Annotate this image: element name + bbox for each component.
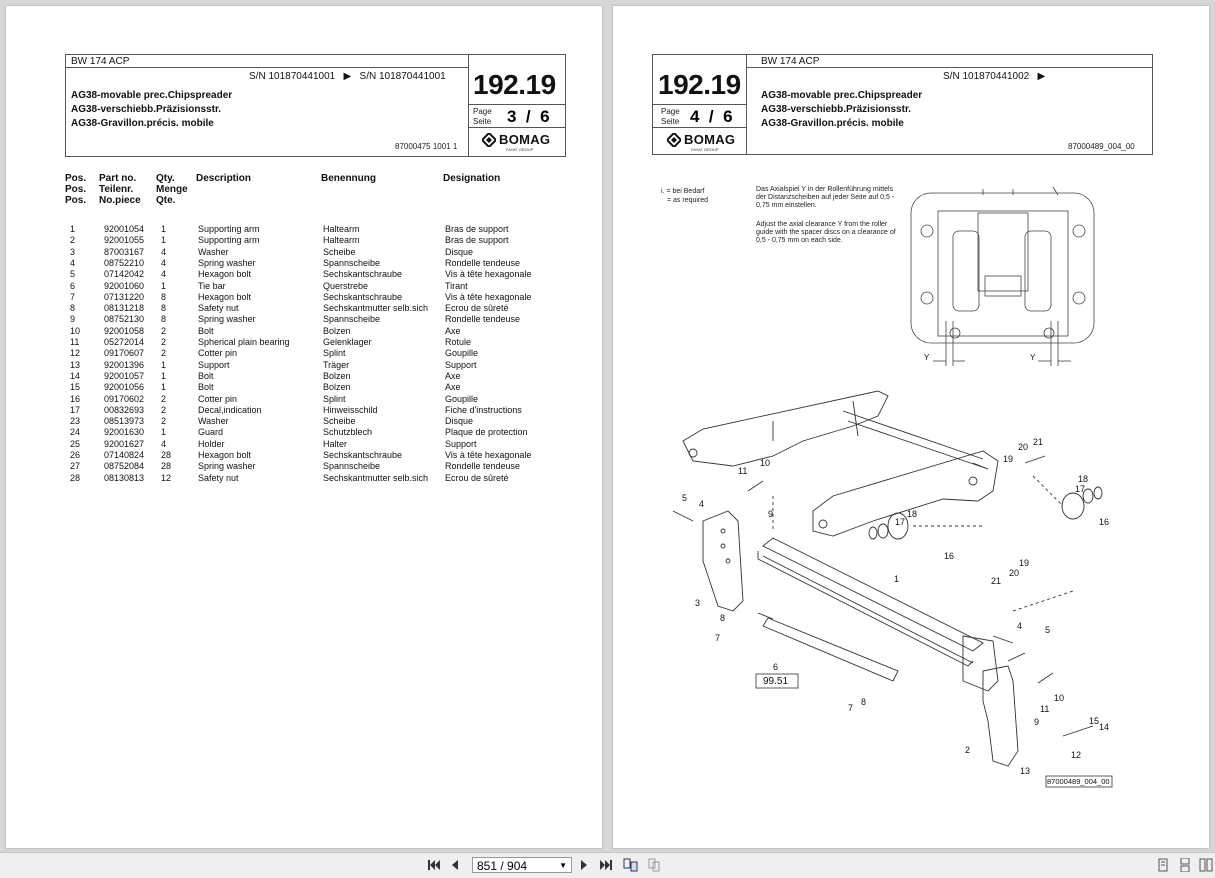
row-pos: 27 bbox=[70, 461, 81, 472]
dimension-y-left: Y bbox=[924, 353, 930, 362]
row-qty: 2 bbox=[161, 348, 167, 359]
col-designation: Designation bbox=[443, 173, 501, 184]
row-designation: Vis à tête hexagonale bbox=[445, 291, 532, 302]
row-benennung: Spannscheibe bbox=[323, 314, 381, 325]
row-description: Washer bbox=[198, 246, 229, 257]
row-designation: Axe bbox=[445, 325, 461, 336]
next-page-button[interactable] bbox=[579, 858, 589, 872]
logo-text: BOMAG bbox=[684, 132, 736, 147]
row-qty: 1 bbox=[161, 224, 167, 234]
row-pos: 6 bbox=[70, 280, 76, 291]
row-qty: 1 bbox=[161, 235, 167, 246]
row-pos: 24 bbox=[70, 427, 81, 438]
table-row bbox=[6, 348, 602, 359]
row-qty: 1 bbox=[161, 382, 167, 393]
table-row bbox=[6, 416, 602, 427]
table-row bbox=[6, 292, 602, 303]
callout-4: 4 bbox=[699, 499, 705, 509]
col-pos: Pos. Pos. Pos. bbox=[65, 173, 87, 206]
row-part-no: 92001057 bbox=[104, 370, 145, 381]
callout-5: 5 bbox=[1045, 625, 1051, 635]
page-facing-icon bbox=[1199, 858, 1213, 872]
row-benennung: Splint bbox=[323, 393, 346, 404]
row-benennung: Sechskantschraube bbox=[323, 269, 403, 280]
doc-number: 87000475 1001 1 bbox=[395, 142, 458, 151]
row-pos: 1 bbox=[70, 224, 76, 234]
row-qty: 4 bbox=[161, 246, 167, 257]
row-part-no: 07131220 bbox=[104, 291, 145, 302]
logo-sub: FAYAT GROUP bbox=[691, 147, 719, 152]
row-part-no: 92001396 bbox=[104, 359, 145, 370]
two-page-view-button[interactable] bbox=[623, 858, 639, 872]
row-designation: Support bbox=[445, 438, 477, 449]
row-part-no: 92001630 bbox=[104, 427, 145, 438]
document-page-right bbox=[613, 6, 1209, 848]
row-benennung: Träger bbox=[323, 359, 350, 370]
callout-18: 18 bbox=[1078, 474, 1089, 484]
col-part: Part no. Teilenr. No.piece bbox=[99, 173, 141, 206]
row-pos: 14 bbox=[70, 370, 81, 381]
callout-17: 17 bbox=[1075, 484, 1086, 494]
row-designation: Tirant bbox=[445, 280, 468, 291]
reference-box-label: 99.51 bbox=[763, 676, 789, 687]
row-part-no: 92001058 bbox=[104, 325, 145, 336]
row-description: Safety nut bbox=[198, 472, 239, 483]
table-row bbox=[6, 439, 602, 450]
row-pos: 17 bbox=[70, 404, 81, 415]
title-en: AG38-movable prec.Chipspreader bbox=[71, 90, 233, 101]
row-designation: Plaque de protection bbox=[445, 427, 528, 438]
row-description: Spring washer bbox=[198, 257, 256, 268]
callout-16: 16 bbox=[1099, 517, 1110, 527]
row-qty: 28 bbox=[161, 450, 172, 460]
table-row bbox=[6, 473, 602, 484]
row-benennung: Querstrebe bbox=[323, 280, 369, 291]
row-part-no: 08752130 bbox=[104, 314, 145, 325]
table-row bbox=[6, 371, 602, 382]
callout-9: 9 bbox=[1034, 717, 1040, 727]
page-number: 3 / 6 bbox=[507, 107, 550, 126]
title-de: AG38-verschiebb.Präzisionsstr. bbox=[761, 104, 912, 115]
legend-note-1: i. = bei Bedarf bbox=[661, 188, 705, 195]
row-qty: 8 bbox=[161, 314, 167, 325]
view-mode-facing-button[interactable] bbox=[1199, 858, 1213, 872]
row-part-no: 92001627 bbox=[104, 438, 145, 449]
callout-1: 1 bbox=[894, 574, 900, 584]
row-designation: Rondelle tendeuse bbox=[445, 257, 521, 268]
prev-page-icon bbox=[450, 858, 460, 872]
row-pos: 4 bbox=[70, 257, 76, 268]
row-pos: 23 bbox=[70, 416, 81, 427]
row-pos: 13 bbox=[70, 359, 81, 370]
title-de: AG38-verschiebb.Präzisionsstr. bbox=[71, 104, 222, 115]
table-row bbox=[6, 281, 602, 292]
row-qty: 1 bbox=[161, 427, 167, 438]
table-row bbox=[6, 360, 602, 371]
legend-note-2: = as required bbox=[667, 197, 709, 204]
row-qty: 4 bbox=[161, 257, 167, 268]
table-row bbox=[6, 326, 602, 337]
table-row bbox=[6, 224, 602, 235]
row-qty: 1 bbox=[161, 370, 167, 381]
table-row bbox=[6, 337, 602, 348]
callout-10: 10 bbox=[760, 458, 771, 468]
row-qty: 12 bbox=[161, 472, 172, 483]
row-designation: Bras de support bbox=[445, 235, 509, 246]
row-description: Washer bbox=[198, 416, 229, 427]
row-description: Hexagon bolt bbox=[198, 269, 252, 280]
row-part-no: 92001055 bbox=[104, 235, 145, 246]
group-number: 192.19 bbox=[658, 69, 741, 100]
row-description: Decal,indication bbox=[198, 404, 262, 415]
row-benennung: Scheibe bbox=[323, 416, 356, 427]
row-part-no: 08131218 bbox=[104, 303, 145, 314]
clearance-note-en: Adjust the axial clearance Y from the roller guide with the spacer discs on a clearance of 0,5 - 0,75 mm on each side. bbox=[756, 221, 896, 244]
row-description: Cotter pin bbox=[198, 393, 238, 404]
table-row bbox=[6, 269, 602, 280]
row-qty: 4 bbox=[161, 438, 167, 449]
last-page-button[interactable] bbox=[599, 858, 613, 872]
row-description: Hexagon bolt bbox=[198, 450, 252, 460]
col-benennung: Benennung bbox=[321, 173, 376, 184]
row-description: Guard bbox=[198, 427, 224, 438]
row-pos: 15 bbox=[70, 382, 81, 393]
col-description: Description bbox=[196, 173, 252, 184]
row-part-no: 08752210 bbox=[104, 257, 145, 268]
page-header bbox=[65, 54, 566, 157]
row-pos: 10 bbox=[70, 325, 81, 336]
logo-text: BOMAG bbox=[499, 132, 551, 147]
page-indicator: 851 / 904 bbox=[477, 859, 528, 873]
row-description: Support bbox=[198, 359, 230, 370]
callout-15: 15 bbox=[1089, 716, 1100, 726]
clearance-note-de: Das Axialspiel Y in der Rollenführung mittels der Distanzscheiben auf jeder Seite auf 0,5 - 0,75 mm einstellen. bbox=[756, 186, 895, 209]
row-pos: 26 bbox=[70, 450, 81, 460]
row-pos: 12 bbox=[70, 348, 81, 359]
callout-19: 19 bbox=[1019, 558, 1030, 568]
row-designation: Goupille bbox=[445, 393, 479, 404]
callout-20: 20 bbox=[1018, 442, 1029, 452]
page-label-en: Page bbox=[473, 107, 492, 116]
row-designation: Bras de support bbox=[445, 224, 509, 234]
row-benennung: Haltearm bbox=[323, 235, 360, 246]
row-designation: Axe bbox=[445, 370, 461, 381]
first-page-icon bbox=[427, 858, 441, 872]
row-description: Spring washer bbox=[198, 461, 256, 472]
callout-8: 8 bbox=[720, 613, 726, 623]
row-description: Supporting arm bbox=[198, 235, 260, 246]
row-part-no: 09170607 bbox=[104, 348, 145, 359]
col-qty: Qty. Menge Qte. bbox=[156, 173, 188, 206]
page-number-select[interactable] bbox=[472, 857, 572, 873]
table-row bbox=[6, 427, 602, 438]
row-designation: Vis à tête hexagonale bbox=[445, 450, 532, 460]
row-description: Bolt bbox=[198, 370, 214, 381]
page-label-de: Seite bbox=[473, 117, 492, 126]
viewer-toolbar bbox=[0, 852, 1215, 878]
row-part-no: 07142042 bbox=[104, 269, 145, 280]
callout-21: 21 bbox=[991, 576, 1002, 586]
row-qty: 1 bbox=[161, 359, 167, 370]
callout-11: 11 bbox=[738, 466, 748, 476]
row-part-no: 92001056 bbox=[104, 382, 145, 393]
row-benennung: Hinweisschild bbox=[323, 404, 378, 415]
row-pos: 25 bbox=[70, 438, 81, 449]
row-pos: 16 bbox=[70, 393, 81, 404]
callout-11: 11 bbox=[1040, 704, 1050, 714]
doc-number: 87000489_004_00 bbox=[1068, 142, 1135, 151]
row-qty: 28 bbox=[161, 461, 172, 472]
row-qty: 2 bbox=[161, 404, 167, 415]
row-qty: 8 bbox=[161, 291, 167, 302]
callout-3: 3 bbox=[695, 598, 701, 608]
title-fr: AG38-Gravillon.précis. mobile bbox=[761, 118, 904, 129]
callout-10: 10 bbox=[1054, 693, 1065, 703]
callout-2: 2 bbox=[965, 745, 971, 755]
title-en: AG38-movable prec.Chipspreader bbox=[761, 90, 923, 101]
row-benennung: Bolzen bbox=[323, 370, 351, 381]
single-page-view-button[interactable] bbox=[646, 858, 662, 872]
table-row bbox=[6, 314, 602, 325]
callout-16: 16 bbox=[944, 551, 955, 561]
row-qty: 2 bbox=[161, 325, 167, 336]
callout-9: 9 bbox=[768, 509, 774, 519]
row-description: Spherical plain bearing bbox=[198, 337, 290, 347]
row-qty: 1 bbox=[161, 280, 167, 291]
row-designation: Disque bbox=[445, 416, 474, 427]
prev-page-button[interactable] bbox=[450, 858, 460, 872]
row-qty: 2 bbox=[161, 393, 167, 404]
row-benennung: Sechskantmutter selb.sich bbox=[323, 472, 429, 483]
callout-19: 19 bbox=[1003, 454, 1014, 464]
table-row bbox=[6, 382, 602, 393]
row-description: Hexagon bolt bbox=[198, 291, 252, 302]
next-page-icon bbox=[579, 858, 589, 872]
view-mode-single-button[interactable] bbox=[1157, 858, 1169, 872]
two-page-icon bbox=[623, 858, 639, 872]
callout-13: 13 bbox=[1020, 766, 1031, 776]
table-row bbox=[6, 405, 602, 416]
page-number: 4 / 6 bbox=[690, 107, 733, 126]
view-mode-continuous-button[interactable] bbox=[1179, 858, 1191, 872]
page-label-en: Page bbox=[661, 107, 680, 116]
bomag-logo bbox=[482, 132, 551, 152]
row-benennung: Bolzen bbox=[323, 382, 351, 393]
row-pos: 5 bbox=[70, 269, 76, 280]
callout-5: 5 bbox=[682, 493, 688, 503]
row-designation: Ecrou de sûreté bbox=[445, 303, 509, 314]
row-description: Bolt bbox=[198, 382, 214, 393]
row-part-no: 09170602 bbox=[104, 393, 145, 404]
row-designation: Fiche d'instructions bbox=[445, 404, 522, 415]
callout-18: 18 bbox=[907, 509, 918, 519]
row-part-no: 05272014 bbox=[104, 337, 145, 347]
row-qty: 4 bbox=[161, 269, 167, 280]
row-designation: Support bbox=[445, 359, 477, 370]
row-benennung: Bolzen bbox=[323, 325, 351, 336]
row-qty: 2 bbox=[161, 337, 167, 347]
row-description: Safety nut bbox=[198, 303, 239, 314]
row-benennung: Halter bbox=[323, 438, 348, 449]
row-description: Tie bar bbox=[198, 280, 226, 291]
callout-7: 7 bbox=[848, 703, 854, 713]
drawing-number: 87000489_004_00 bbox=[1047, 777, 1110, 786]
row-designation: Rondelle tendeuse bbox=[445, 314, 521, 325]
callout-4: 4 bbox=[1017, 621, 1023, 631]
page-single-icon bbox=[1157, 858, 1169, 872]
page-label-de: Seite bbox=[661, 117, 680, 126]
row-description: Cotter pin bbox=[198, 348, 238, 359]
row-designation: Disque bbox=[445, 246, 474, 257]
single-page-icon bbox=[646, 858, 662, 872]
table-row bbox=[6, 258, 602, 269]
row-benennung: Sechskantschraube bbox=[323, 291, 403, 302]
callout-8: 8 bbox=[861, 697, 867, 707]
row-benennung: Schutzblech bbox=[323, 427, 373, 438]
row-designation: Ecrou de sûreté bbox=[445, 472, 509, 483]
row-part-no: 00832693 bbox=[104, 404, 145, 415]
row-pos: 28 bbox=[70, 472, 81, 483]
callout-7: 7 bbox=[715, 633, 721, 643]
logo-sub: FAYAT GROUP bbox=[506, 147, 534, 152]
row-designation: Goupille bbox=[445, 348, 479, 359]
row-pos: 11 bbox=[70, 337, 80, 347]
title-fr: AG38-Gravillon.précis. mobile bbox=[71, 118, 214, 129]
row-qty: 8 bbox=[161, 303, 167, 314]
first-page-button[interactable] bbox=[427, 858, 441, 872]
row-pos: 3 bbox=[70, 246, 76, 257]
row-pos: 7 bbox=[70, 291, 76, 302]
row-part-no: 92001060 bbox=[104, 280, 145, 291]
row-description: Supporting arm bbox=[198, 224, 260, 234]
serial-range: S/N 101870441001 ▶ S/N 101870441001 bbox=[249, 71, 446, 82]
row-benennung: Sechskantschraube bbox=[323, 450, 403, 460]
table-row bbox=[6, 247, 602, 258]
row-pos: 2 bbox=[70, 235, 76, 246]
row-part-no: 08513973 bbox=[104, 416, 145, 427]
row-designation: Rondelle tendeuse bbox=[445, 461, 521, 472]
row-description: Holder bbox=[198, 438, 225, 449]
row-pos: 8 bbox=[70, 303, 76, 314]
row-part-no: 07140824 bbox=[104, 450, 145, 460]
callout-layer bbox=[613, 6, 1209, 848]
row-benennung: Haltearm bbox=[323, 224, 360, 234]
model-name: BW 174 ACP bbox=[761, 56, 820, 67]
table-row bbox=[6, 235, 602, 246]
serial-range: S/N 101870441002 ▶ bbox=[943, 71, 1046, 82]
row-benennung: Gelenklager bbox=[323, 337, 372, 347]
row-designation: Axe bbox=[445, 382, 461, 393]
row-designation: Vis à tête hexagonale bbox=[445, 269, 532, 280]
callout-17: 17 bbox=[895, 517, 906, 527]
document-page-left bbox=[6, 6, 602, 848]
row-part-no: 87003167 bbox=[104, 246, 145, 257]
chevron-down-icon: ▼ bbox=[559, 861, 567, 870]
table-row bbox=[6, 461, 602, 472]
row-qty: 2 bbox=[161, 416, 167, 427]
table-row bbox=[6, 394, 602, 405]
table-row bbox=[6, 450, 602, 461]
callout-6: 6 bbox=[773, 662, 779, 672]
row-part-no: 08130813 bbox=[104, 472, 145, 483]
row-benennung: Spannscheibe bbox=[323, 257, 381, 268]
callout-20: 20 bbox=[1009, 568, 1020, 578]
row-part-no: 08752084 bbox=[104, 461, 145, 472]
row-description: Spring washer bbox=[198, 314, 256, 325]
callout-14: 14 bbox=[1099, 722, 1110, 732]
model-name: BW 174 ACP bbox=[71, 56, 130, 67]
dimension-y-right: Y bbox=[1030, 353, 1036, 362]
row-description: Bolt bbox=[198, 325, 214, 336]
row-benennung: Spannscheibe bbox=[323, 461, 381, 472]
callout-12: 12 bbox=[1071, 750, 1082, 760]
group-number: 192.19 bbox=[473, 69, 556, 100]
callout-21: 21 bbox=[1033, 437, 1044, 447]
row-pos: 9 bbox=[70, 314, 76, 325]
table-row bbox=[6, 303, 602, 314]
page-continuous-icon bbox=[1179, 858, 1191, 872]
row-benennung: Splint bbox=[323, 348, 346, 359]
row-designation: Rotule bbox=[445, 337, 472, 347]
last-page-icon bbox=[599, 858, 613, 872]
parts-list bbox=[6, 224, 602, 494]
bomag-diamond-icon bbox=[482, 133, 496, 147]
row-benennung: Sechskantmutter selb.sich bbox=[323, 303, 429, 314]
row-benennung: Scheibe bbox=[323, 246, 356, 257]
row-part-no: 92001054 bbox=[104, 224, 145, 234]
